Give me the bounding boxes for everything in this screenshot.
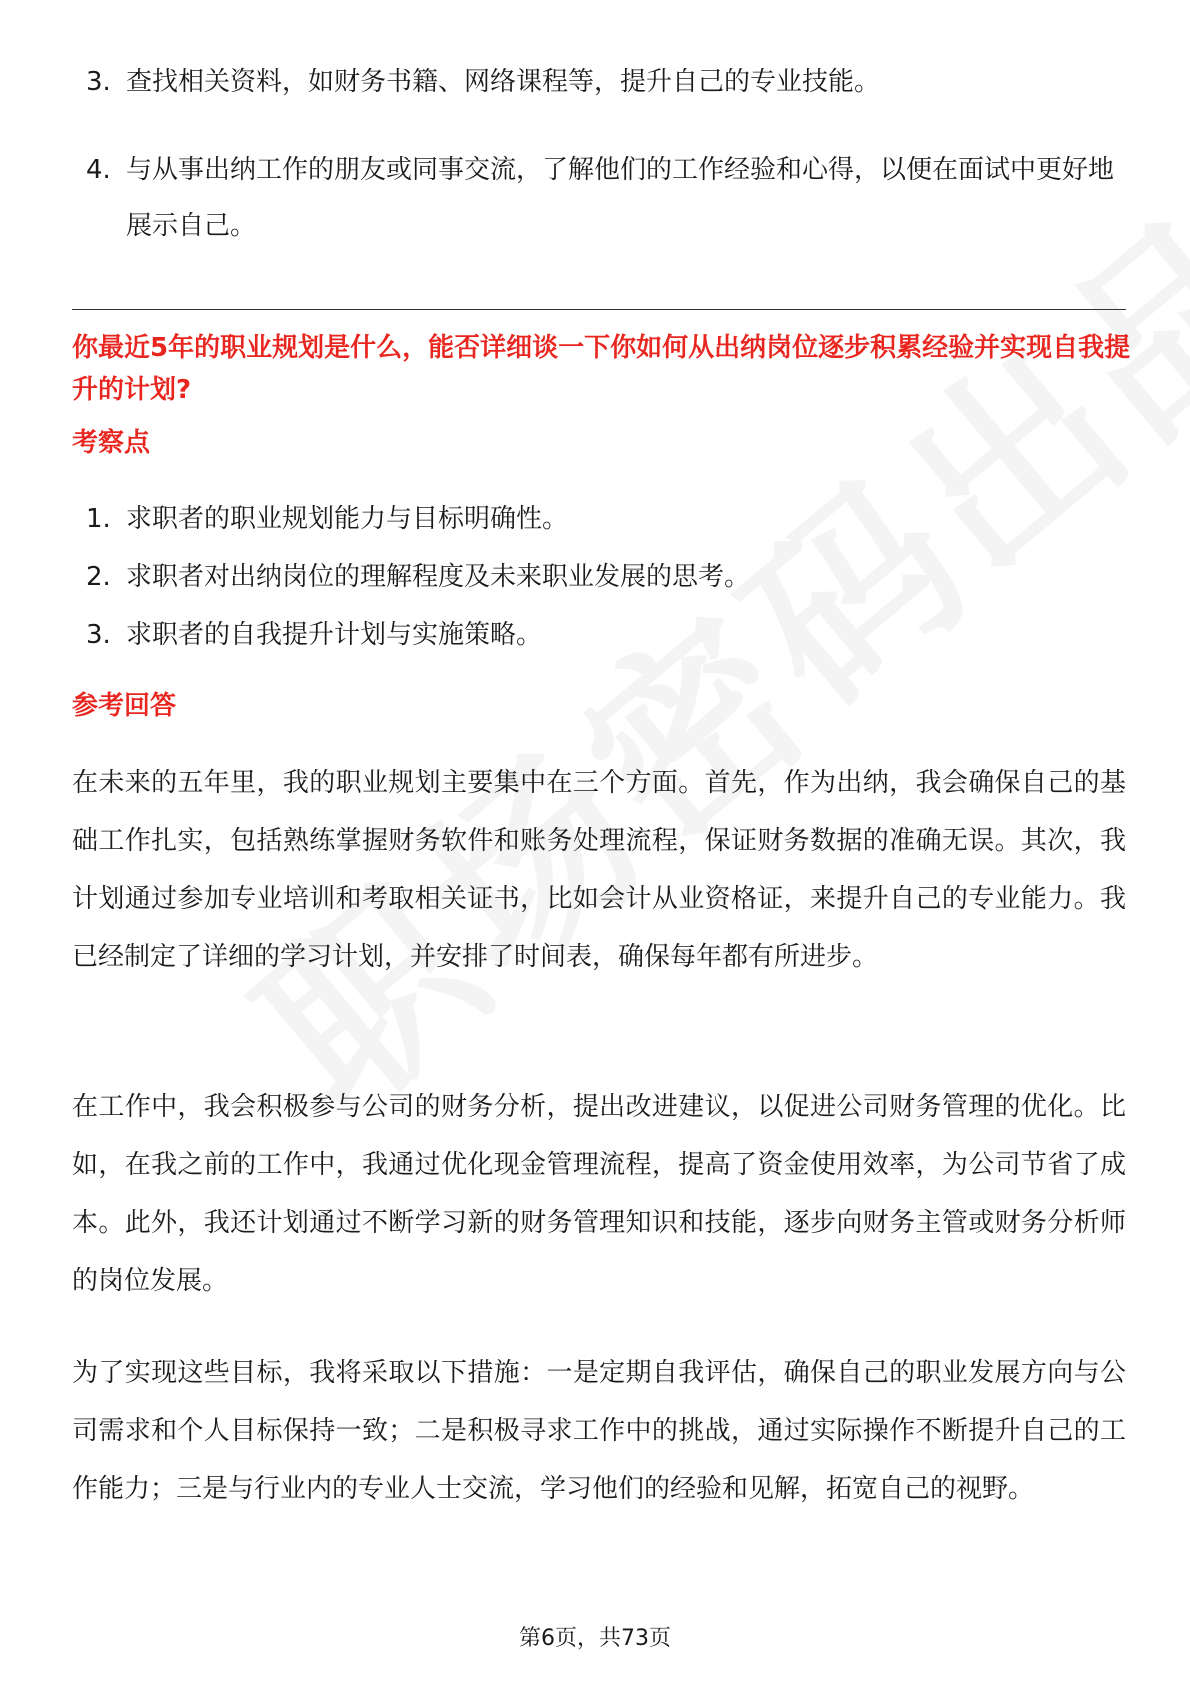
interview-question: 你最近5年的职业规划是什么，能否详细谈一下你如何从出纳岗位逐步积累经验并实现自我提升的计划? bbox=[72, 333, 1131, 405]
list-item-text: 求职者的自我提升计划与实施策略。 bbox=[126, 620, 543, 650]
list-item-text: 与从事出纳工作的朋友或同事交流，了解他们的工作经验和心得，以便在面试中更好地展示自己。 bbox=[126, 155, 1115, 241]
list-item-number: 3. bbox=[86, 620, 111, 650]
list-item bbox=[72, 54, 1132, 110]
list-item-text: 求职者对出纳岗位的理解程度及未来职业发展的思考。 bbox=[126, 562, 751, 592]
list-item bbox=[72, 142, 1132, 254]
page-footer: 第6页，共73页 bbox=[519, 1626, 671, 1651]
previous-answer-list bbox=[72, 54, 1132, 254]
list-item-number: 1. bbox=[86, 504, 111, 534]
answer-paragraph: 为了实现这些目标，我将采取以下措施：一是定期自我评估，确保自己的职业发展方向与公司需求和个人目标保持一致；二是积极寻求工作中的挑战，通过实际操作不断提升自己的工作能力；三是与行业内的专业人士交流，学习他们的经验和见解，拓宽自己的视野。 bbox=[72, 1358, 1126, 1504]
list-item bbox=[72, 490, 1132, 548]
points-heading: 考察点 bbox=[72, 428, 151, 458]
list-item bbox=[72, 606, 1132, 664]
section-divider bbox=[72, 309, 1126, 310]
list-item-number: 3. bbox=[86, 67, 111, 97]
list-item-number: 4. bbox=[86, 155, 111, 185]
list-item-number: 2. bbox=[86, 562, 111, 592]
assessment-points-list bbox=[72, 490, 1132, 664]
list-item-text: 求职者的职业规划能力与目标明确性。 bbox=[126, 504, 569, 534]
answer-heading: 参考回答 bbox=[72, 691, 177, 721]
list-item bbox=[72, 548, 1132, 606]
list-item-text: 查找相关资料，如财务书籍、网络课程等，提升自己的专业技能。 bbox=[126, 67, 881, 97]
answer-paragraph: 在未来的五年里，我的职业规划主要集中在三个方面。首先，作为出纳，我会确保自己的基础工作扎实，包括熟练掌握财务软件和账务处理流程，保证财务数据的准确无误。其次，我计划通过参加专业培训和考取相关证书，比如会计从业资格证，来提升自己的专业能力。我已经制定了详细的学习计划，并安排了时间表，确保每年都有所进步。 bbox=[72, 768, 1126, 972]
answer-paragraph: 在工作中，我会积极参与公司的财务分析，提出改进建议，以促进公司财务管理的优化。比如，在我之前的工作中，我通过优化现金管理流程，提高了资金使用效率，为公司节省了成本。此外，我还计划通过不断学习新的财务管理知识和技能，逐步向财务主管或财务分析师的岗位发展。 bbox=[72, 1092, 1126, 1296]
